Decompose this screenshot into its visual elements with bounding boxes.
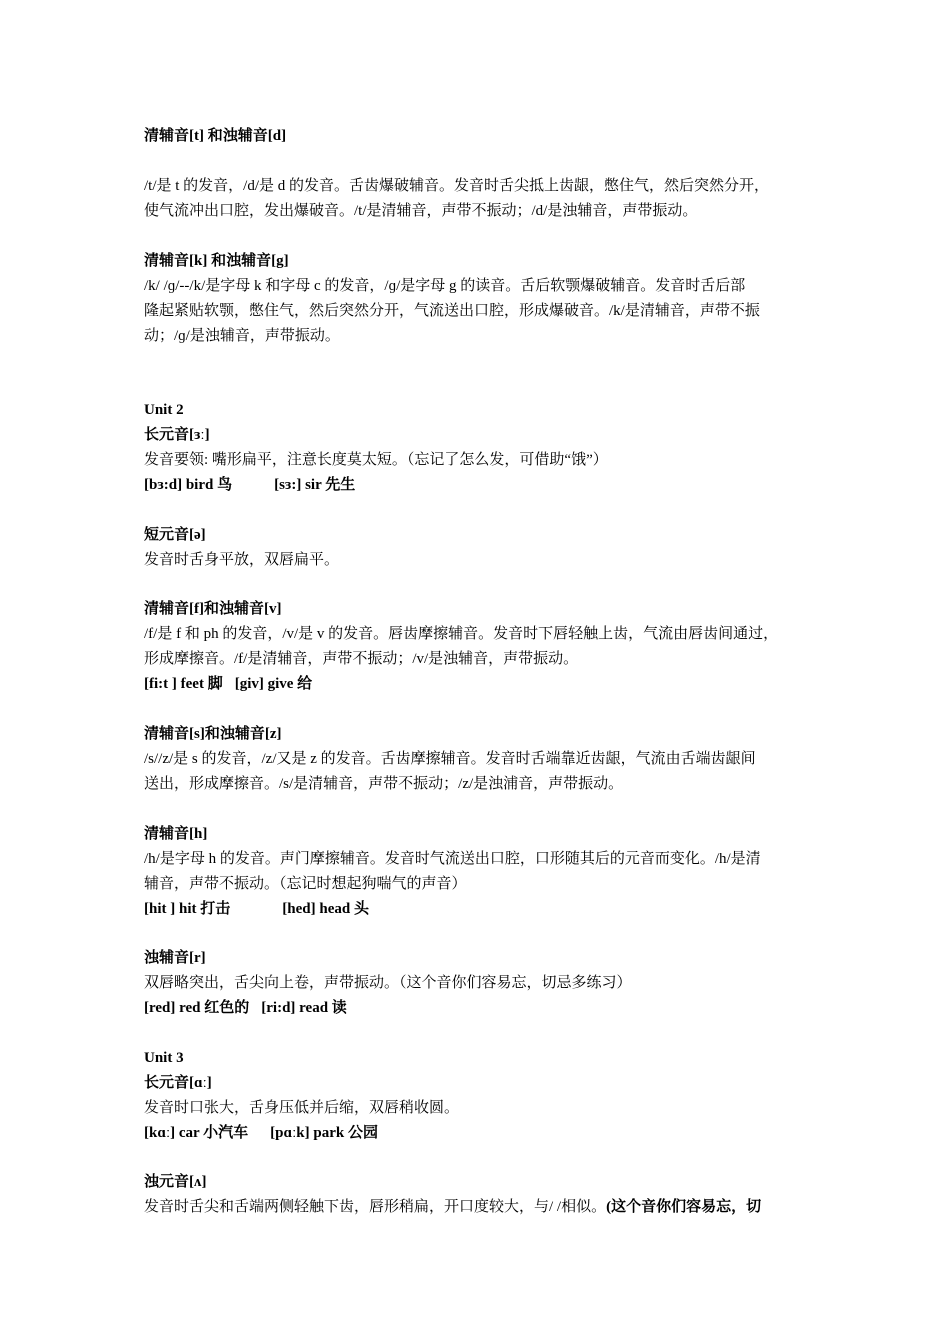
- example-word: [red] red 红色的: [144, 1000, 250, 1016]
- paragraph-line: 动；/ɡ/是浊辅音，声带振动。: [144, 328, 340, 344]
- section-t-d: [144, 124, 824, 149]
- paragraph-line: /s//z/是 s 的发音，/z/又是 z 的发音。舌齿摩擦辅音。发音时舌端靠近齿龈，气流由舌端齿龈间: [144, 751, 756, 767]
- section-title: 长元音[ɜː]: [144, 427, 210, 443]
- section-title: 浊辅音[r]: [144, 950, 206, 966]
- example-line: [144, 897, 824, 922]
- example-word: [hit ] hit 打击: [144, 901, 231, 917]
- section-title: 长元音[ɑː]: [144, 1075, 212, 1091]
- example-word: [hed] head 头: [282, 901, 369, 917]
- unit-heading: Unit 3: [144, 1050, 184, 1066]
- paragraph-line: 发音时口张大，舌身压低并后缩，双唇稍收圆。: [144, 1100, 460, 1116]
- paragraph-line: /t/是 t 的发音，/d/是 d 的发音。舌齿爆破辅音。发音时舌尖抵上齿龈，憋住气，然后突然分开，: [144, 178, 770, 194]
- section-s-z: [144, 722, 824, 797]
- paragraph-line: /k/ /ɡ/--/k/是字母 k 和字母 c 的发音，/ɡ/是字母 g 的读音。舌后软颚爆破辅音。发音时舌后部: [144, 278, 746, 294]
- paragraph-line: [144, 1195, 824, 1220]
- section-f-v: [144, 597, 824, 697]
- section-r: [144, 946, 824, 1021]
- paragraph-line: 送出，形成摩擦音。/s/是清辅音，声带不振动；/z/是浊浦音，声带振动。: [144, 776, 624, 792]
- unit-3: [144, 1046, 824, 1146]
- example-line: [144, 996, 824, 1021]
- example-word: [pɑːk] park 公园: [270, 1125, 378, 1141]
- unit-2: [144, 398, 824, 498]
- section-title: 清辅音[f]和浊辅音[v]: [144, 601, 282, 617]
- paragraph-line: 辅音，声带不振动。（忘记时想起狗喘气的声音）: [144, 876, 467, 892]
- example-word: [kɑː] car 小汽车: [144, 1125, 249, 1141]
- section-title: 短元音[ə]: [144, 527, 206, 543]
- paragraph-line: 使气流冲出口腔，发出爆破音。/t/是清辅音，声带不振动；/d/是浊辅音，声带振动。: [144, 203, 698, 219]
- paragraph-line: /h/是字母 h 的发音。声门摩擦辅音。发音时气流送出口腔，口形随其后的元音而变化。/h/是清: [144, 851, 761, 867]
- section-title: 清辅音[s]和浊辅音[z]: [144, 726, 282, 742]
- example-word: [fi:t ] feet 脚: [144, 676, 223, 692]
- section-title: 清辅音[h]: [144, 826, 208, 842]
- paragraph-line: /f/是 f 和 ph 的发音，/v/是 v 的发音。唇齿摩擦辅音。发音时下唇轻触上齿，气流由唇齿间通过，: [144, 626, 779, 642]
- section-title: 浊元音[ʌ]: [144, 1174, 207, 1190]
- example-word: [sɜ:] sir 先生: [274, 477, 356, 493]
- paragraph-text: 发音时舌尖和舌端两侧轻触下齿，唇形稍扁，开口度较大，与/ /相似。: [144, 1199, 607, 1215]
- example-word: [giv] give 给: [234, 676, 313, 692]
- section-title: 清辅音[t] 和浊辅音[d]: [144, 128, 287, 144]
- section-k-g: [144, 249, 824, 349]
- paragraph-emphasis: (这个音你们容易忘，切: [606, 1199, 762, 1215]
- section-turbid-vowel: [144, 1170, 824, 1220]
- section-h: [144, 822, 824, 922]
- paragraph-line: 隆起紧贴软颚，憋住气，然后突然分开，气流送出口腔，形成爆破音。/k/是清辅音，声带不振: [144, 303, 760, 319]
- paragraph-line: 发音时舌身平放，双唇扁平。: [144, 552, 340, 568]
- paragraph-line: 发音要领: 嘴形扁平，注意长度莫太短。（忘记了怎么发，可借助“饿”）: [144, 452, 608, 468]
- section-short-vowel: [144, 523, 824, 573]
- paragraph-line: 形成摩擦音。/f/是清辅音，声带不振动；/v/是浊辅音，声带振动。: [144, 651, 579, 667]
- example-line: [144, 672, 824, 697]
- unit-heading: Unit 2: [144, 402, 184, 418]
- paragraph-line: 双唇略突出，舌尖向上卷，声带振动。（这个音你们容易忘，切忌多练习）: [144, 975, 632, 991]
- example-word: [ri:d] read 读: [261, 1000, 347, 1016]
- section-t-d-body: [144, 174, 824, 224]
- example-line: [144, 473, 824, 498]
- section-title: 清辅音[k] 和浊辅音[g]: [144, 253, 289, 269]
- example-word: [bɜ:d] bird 鸟: [144, 477, 233, 493]
- example-line: [144, 1121, 824, 1146]
